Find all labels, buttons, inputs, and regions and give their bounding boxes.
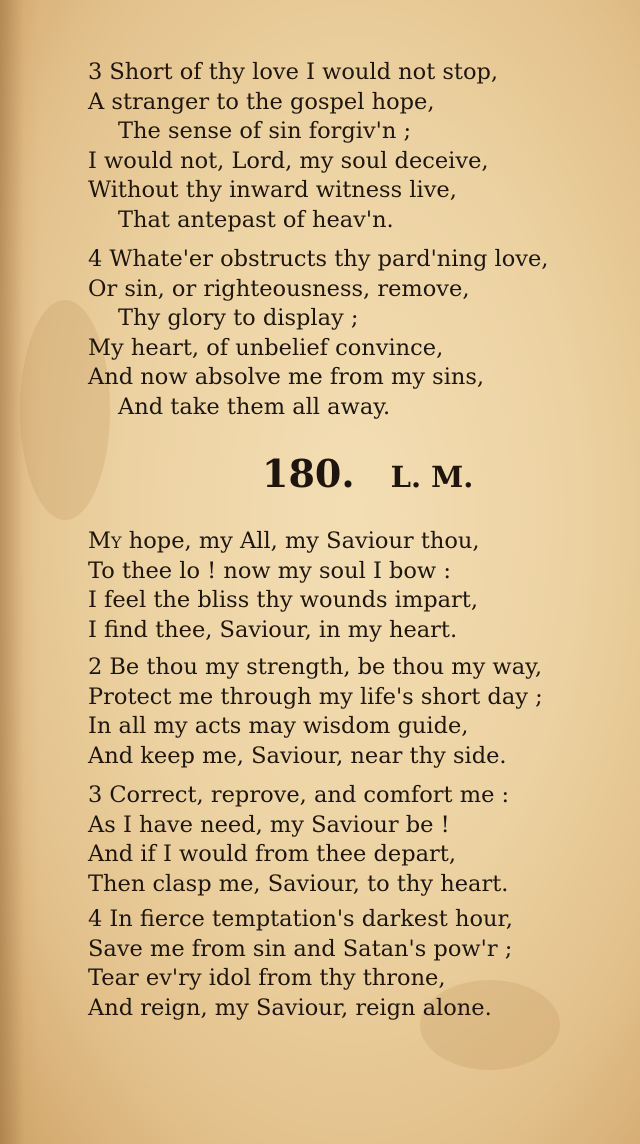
verse-line: In all my acts may wisdom guide, — [88, 713, 469, 739]
verse-line: My hope, my All, my Saviour thou, — [88, 528, 480, 554]
stanza-number: 2 — [88, 654, 103, 680]
verse-line: 3 Short of thy love I would not stop, — [88, 59, 499, 85]
stanza-number: 4 — [88, 906, 103, 932]
verse-line: Save me from sin and Satan's pow'r ; — [88, 935, 513, 962]
stanza-number: 4 — [88, 246, 103, 272]
hymn-stanza-2 — [88, 653, 543, 771]
verse-line: 3 Correct, reprove, and comfort me : — [88, 782, 510, 808]
verse-line: And now absolve me from my sins, — [88, 364, 485, 390]
verse-line: And reign, my Saviour, reign alone. — [88, 994, 492, 1021]
verse-line: And keep me, Saviour, near thy side. — [88, 742, 507, 769]
verse-line: Protect me through my life's short day ; — [88, 683, 543, 710]
verse-line: To thee lo ! now my soul I bow : — [88, 557, 451, 584]
prev-hymn-stanza-3 — [88, 58, 498, 235]
verse-line: That antepast of heav'n. — [118, 206, 394, 233]
verse-line: I would not, Lord, my soul deceive, — [88, 147, 489, 174]
verse-line: And take them all away. — [118, 393, 391, 420]
hymn-stanza-3 — [88, 781, 509, 899]
verse-line: A stranger to the gospel hope, — [88, 88, 435, 115]
hymn-stanza-4 — [88, 905, 513, 1023]
verse-line: The sense of sin forgiv'n ; — [118, 118, 412, 144]
verse-line: I feel the bliss thy wounds impart, — [88, 587, 478, 613]
verse-line: And if I would from thee depart, — [88, 841, 456, 867]
stanza-number: 3 — [88, 782, 103, 808]
prev-hymn-stanza-4 — [88, 245, 548, 422]
verse-line: Tear ev'ry idol from thy throne, — [88, 965, 446, 991]
verse-line: Thy glory to display ; — [118, 305, 359, 331]
hymn-header — [262, 446, 473, 502]
verse-line: Or sin, or righteousness, remove, — [88, 275, 470, 302]
verse-line: As I have need, my Saviour be ! — [88, 811, 450, 838]
verse-line: 4 Whate'er obstructs thy pard'ning love, — [88, 246, 549, 272]
verse-line: I find thee, Saviour, in my heart. — [88, 616, 458, 643]
verse-line: 4 In fierce temptation's darkest hour, — [88, 906, 513, 932]
verse-line: Without thy inward witness live, — [88, 177, 457, 203]
hymn-stanza-1 — [88, 527, 480, 645]
hymn-meter: L. M. — [390, 460, 474, 494]
initial-word: My — [88, 528, 122, 554]
hymn-number: 180. — [262, 451, 355, 496]
verse-line: 2 Be thou my strength, be thou my way, — [88, 654, 542, 680]
verse-line: Then clasp me, Saviour, to thy heart. — [88, 870, 509, 897]
verse-line: My heart, of unbelief convince, — [88, 334, 444, 361]
stanza-number: 3 — [88, 59, 103, 85]
